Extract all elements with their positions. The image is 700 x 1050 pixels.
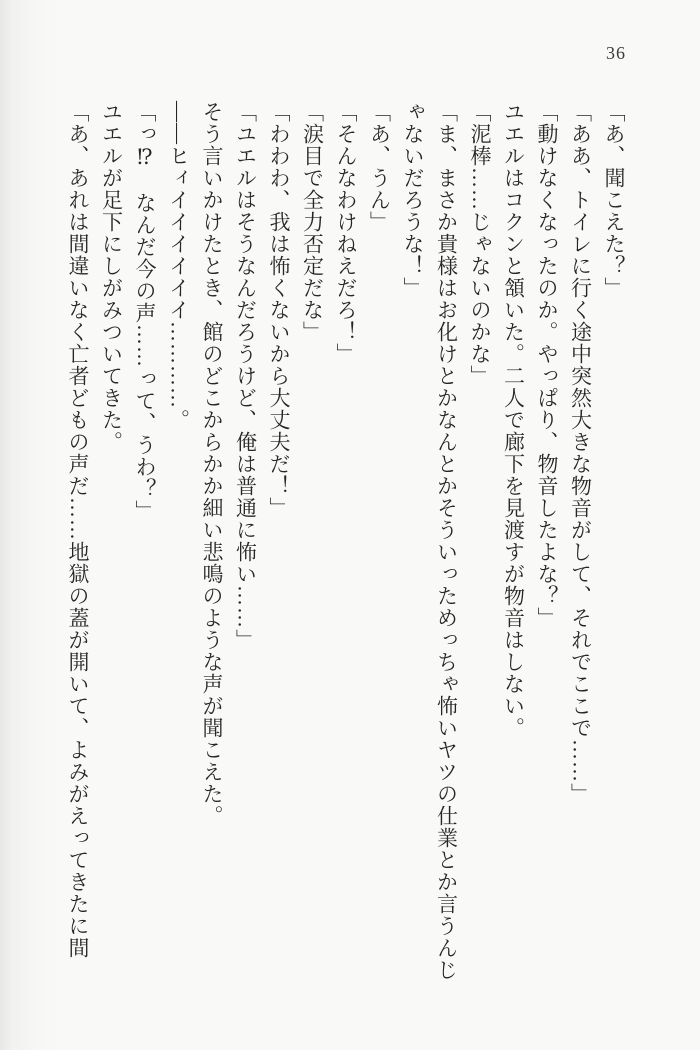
paragraph: 「あ、聞こえた？」	[602, 101, 626, 299]
paragraph: 「あ、あれは間違いなく亡者どもの声だ……地獄の蓋が開いて、よみがえってきたに間	[66, 101, 90, 959]
paragraph: ――ヒィイイイイイイ…………。	[166, 101, 191, 431]
paragraph: 「そんなわけねえだろ！」	[334, 101, 358, 365]
vertical-text-body	[61, 101, 631, 987]
paragraph: 「泥棒……じゃないのかな」	[468, 101, 492, 387]
paragraph: 「動けなくなったのか。やっぱり、物音したよな？」	[535, 101, 559, 629]
paragraph: 「っ⁉ なんだ今の声……って、うわ？」	[133, 101, 157, 522]
paragraph: ユエルはコクンと頷いた。二人で廊下を見渡すが物音はしない。	[501, 101, 526, 739]
paragraph: 「涙目で全力否定だな」	[300, 101, 325, 343]
paragraph: そう言いかけたとき、館のどこからかか細い悲鳴のような声が聞こえた。	[200, 101, 224, 827]
paragraph: ユエルが足下にしがみついてきた。	[99, 101, 124, 453]
paragraph: 「あ、うん」	[367, 101, 392, 233]
page-number: 36	[606, 43, 626, 63]
paragraph: 「ま、まさか貴様はお化けとかなんとかそういっためっちゃ怖いヤツの仕業とか言うんじゃないだろうな！」	[401, 101, 459, 981]
paragraph: 「ユエルはそうなんだろうけど、俺は普通に怖い……」	[233, 101, 258, 651]
paragraph: 「ああ、トイレに行く途中突然大きな物音がして、それでここで……」	[568, 101, 593, 805]
paragraph: 「わわわ、我は怖くないから大丈夫だ！」	[267, 101, 291, 519]
